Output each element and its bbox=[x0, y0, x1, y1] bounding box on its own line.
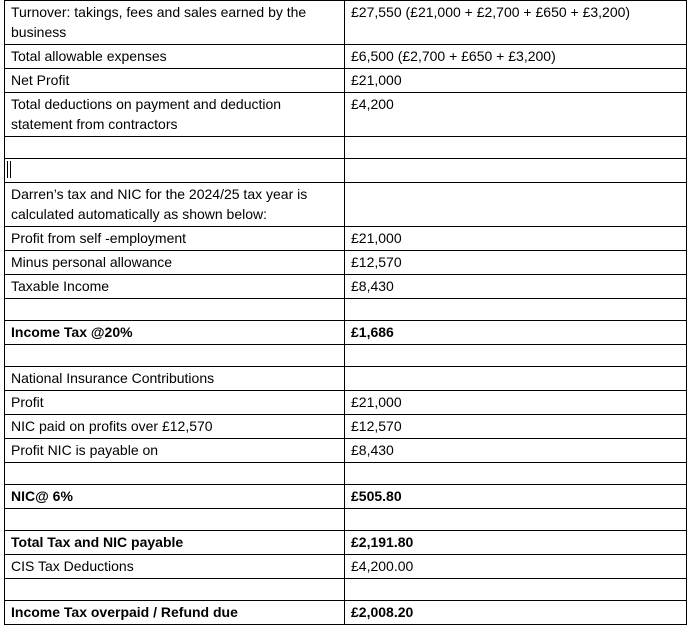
row-label: Darren’s tax and NIC for the 2024/25 tax year is calculated automatically as shown below: bbox=[5, 183, 345, 227]
row-label: Profit from self -employment bbox=[5, 227, 345, 251]
row-value: £1,686 bbox=[345, 321, 687, 345]
row-value: £4,200.00 bbox=[345, 555, 687, 579]
empty-cell bbox=[345, 137, 687, 159]
table-row bbox=[5, 251, 687, 275]
empty-cell bbox=[5, 509, 345, 531]
tax-calculation-table bbox=[4, 0, 687, 625]
table-row bbox=[5, 93, 687, 137]
row-value: £2,008.20 bbox=[345, 601, 687, 625]
table-row bbox=[5, 367, 687, 391]
table-row bbox=[5, 485, 687, 509]
empty-cell bbox=[5, 463, 345, 485]
row-label: NIC paid on profits over £12,570 bbox=[5, 415, 345, 439]
row-label: National Insurance Contributions bbox=[5, 367, 345, 391]
table-row bbox=[5, 69, 687, 93]
empty-cell bbox=[345, 463, 687, 485]
empty-cell bbox=[345, 509, 687, 531]
row-value: £21,000 bbox=[345, 69, 687, 93]
table-row bbox=[5, 227, 687, 251]
row-label: Taxable Income bbox=[5, 275, 345, 299]
empty-cell[interactable] bbox=[5, 159, 345, 183]
table-row bbox=[5, 45, 687, 69]
row-label: Total deductions on payment and deduction statement from contractors bbox=[5, 93, 345, 137]
row-value: £21,000 bbox=[345, 227, 687, 251]
row-label: Net Profit bbox=[5, 69, 345, 93]
table-row bbox=[5, 531, 687, 555]
table-row bbox=[5, 601, 687, 625]
row-value bbox=[345, 183, 687, 227]
table-row bbox=[5, 439, 687, 463]
row-label: Total Tax and NIC payable bbox=[5, 531, 345, 555]
row-label: Income Tax @20% bbox=[5, 321, 345, 345]
row-value: £4,200 bbox=[345, 93, 687, 137]
empty-cell bbox=[345, 345, 687, 367]
empty-cell bbox=[5, 345, 345, 367]
table-row bbox=[5, 183, 687, 227]
blank-row bbox=[5, 345, 687, 367]
empty-cell bbox=[345, 159, 687, 183]
row-value: £6,500 (£2,700 + £650 + £3,200) bbox=[345, 45, 687, 69]
empty-cell bbox=[345, 299, 687, 321]
table-row bbox=[5, 321, 687, 345]
row-label: Profit bbox=[5, 391, 345, 415]
row-value bbox=[345, 367, 687, 391]
blank-row bbox=[5, 509, 687, 531]
table-row bbox=[5, 415, 687, 439]
empty-cell bbox=[345, 579, 687, 601]
row-value: £27,550 (£21,000 + £2,700 + £650 + £3,200) bbox=[345, 1, 687, 45]
row-value: £2,191.80 bbox=[345, 531, 687, 555]
row-value: £12,570 bbox=[345, 415, 687, 439]
row-value: £505.80 bbox=[345, 485, 687, 509]
empty-cell bbox=[5, 137, 345, 159]
text-cursor bbox=[7, 161, 11, 178]
table-row bbox=[5, 391, 687, 415]
blank-row bbox=[5, 463, 687, 485]
blank-row bbox=[5, 299, 687, 321]
empty-cell bbox=[5, 299, 345, 321]
blank-row bbox=[5, 159, 687, 183]
row-value: £12,570 bbox=[345, 251, 687, 275]
row-value: £21,000 bbox=[345, 391, 687, 415]
blank-row bbox=[5, 579, 687, 601]
table-row bbox=[5, 555, 687, 579]
row-label: NIC@ 6% bbox=[5, 485, 345, 509]
row-label: Minus personal allowance bbox=[5, 251, 345, 275]
table-row bbox=[5, 1, 687, 45]
row-label: Total allowable expenses bbox=[5, 45, 345, 69]
row-label: Turnover: takings, fees and sales earned by the business bbox=[5, 1, 345, 45]
blank-row bbox=[5, 137, 687, 159]
row-label: Income Tax overpaid / Refund due bbox=[5, 601, 345, 625]
table-row bbox=[5, 275, 687, 299]
row-value: £8,430 bbox=[345, 275, 687, 299]
empty-cell bbox=[5, 579, 345, 601]
row-value: £8,430 bbox=[345, 439, 687, 463]
row-label: CIS Tax Deductions bbox=[5, 555, 345, 579]
row-label: Profit NIC is payable on bbox=[5, 439, 345, 463]
